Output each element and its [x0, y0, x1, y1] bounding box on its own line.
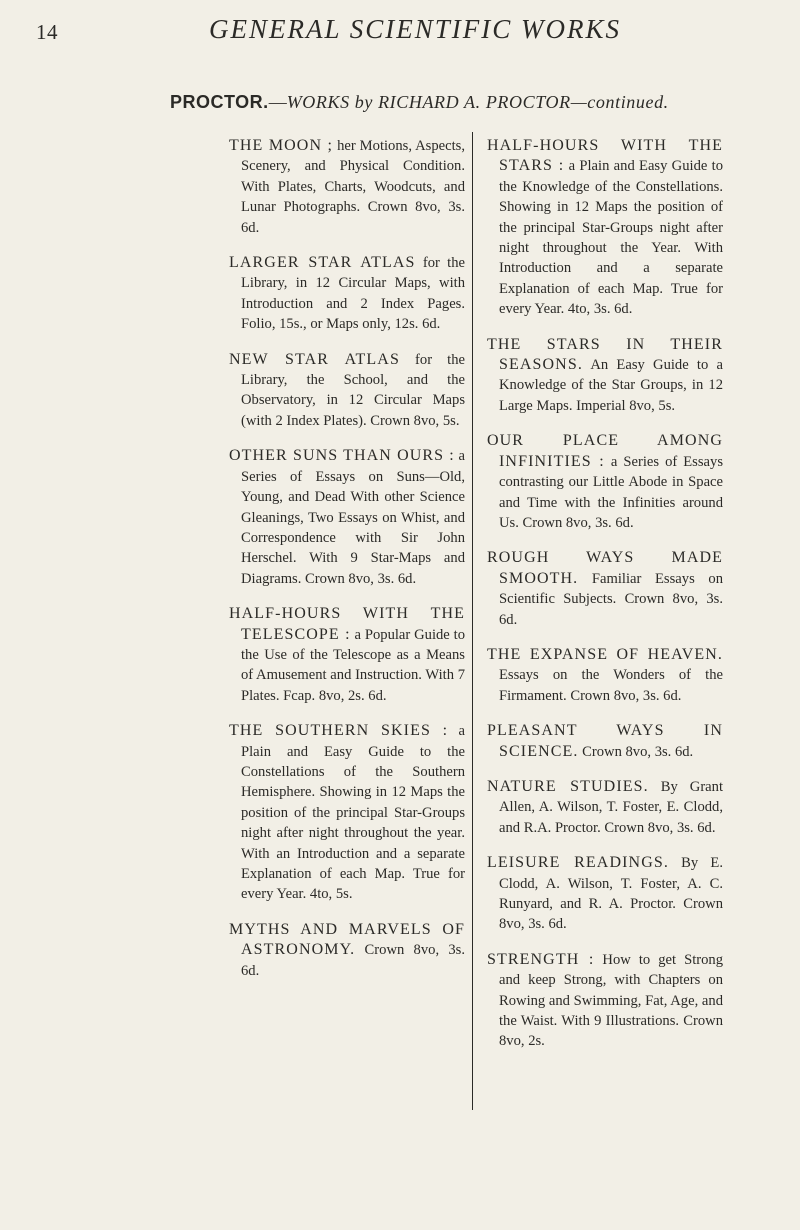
catalogue-entry — [229, 350, 465, 432]
section-author: PROCTOR. — [170, 92, 269, 112]
entry-title: LARGER STAR ATLAS — [229, 254, 416, 272]
entry-description: An Easy Guide to a Knowledge of the Star Groups, in 12 Large Maps. Imperial 8vo, 5s. — [499, 357, 723, 414]
entry-title: ROUGH WAYS MADE SMOOTH. — [487, 549, 723, 587]
catalogue-entry — [487, 335, 723, 417]
entry-description: Crown 8vo, 3s. 6d. — [241, 942, 465, 979]
entry-title: THE STARS IN THEIR SEASONS. — [487, 335, 723, 374]
entry-title: STRENGTH : — [487, 950, 595, 968]
catalogue-entry — [487, 853, 723, 935]
entry-description: How to get Strong and keep Strong, with Chapters on Rowing and Swimming, Fat, Age, and the Waist. With 9 Illustrations. Crown 8vo, 2s. — [499, 951, 723, 1050]
entry-description: a Series of Essays on Suns—Old, Young, and Dead With other Science Gleanings, Two Essays on Whist, and Correspondence with Sir John Herschel. With 9 Star-Maps and Diagrams. Crown 8vo, 3s. 6d. — [241, 448, 465, 587]
entry-title: OTHER SUNS THAN OURS : — [229, 447, 455, 465]
catalogue-entry — [487, 136, 723, 320]
catalogue-entry — [487, 721, 723, 762]
entry-description: By E. Clodd, A. Wilson, T. Foster, A. C. Runyard, and R. A. Proctor. Crown 8vo, 3s. 6d. — [499, 855, 723, 933]
entry-description: a Popular Guide to the Use of the Telescope as a Means of Amusement and Instruction. With 7 Plates. Fcap. 8vo, 2s. 6d. — [241, 626, 465, 704]
page-number: 14 — [36, 20, 58, 44]
catalogue-entry — [229, 604, 465, 706]
entry-description: for the Library, in 12 Circular Maps, with Introduction and 2 Index Pages. Folio, 15s., or Maps only, 12s. 6d. — [241, 255, 465, 333]
catalogue-entry — [487, 645, 723, 706]
entry-title: PLEASANT WAYS IN SCIENCE. — [487, 722, 723, 760]
catalogue-entry — [487, 431, 723, 533]
entry-description: a Plain and Easy Guide to the Constellations of the Southern Hemisphere. Showing in 12 Maps the position of the principal Star-Groups night after night throughout the year. With an Introduction and a separate Explanation of each Map. True for every Year. 4to, 5s. — [241, 723, 465, 903]
entry-description: Familiar Essays on Scientific Subjects. Crown 8vo, 3s. 6d. — [499, 570, 723, 628]
catalogue-entry — [229, 136, 465, 238]
left-column — [229, 136, 465, 996]
catalogue-entry — [487, 777, 723, 838]
entry-description: for the Library, the School, and the Observatory, in 12 Circular Maps (with 2 Index Plates). Crown 8vo, 5s. — [241, 351, 465, 429]
catalogue-entry — [229, 920, 465, 981]
section-subtitle: WORKS by RICHARD A. PROCTOR—continued. — [286, 92, 669, 112]
section-dash: — — [268, 92, 287, 112]
catalogue-entry — [229, 253, 465, 335]
entry-description: her Motions, Aspects, Scenery, and Physical Condition. With Plates, Charts, Woodcuts, and Lunar Photographs. Crown 8vo, 3s. 6d. — [241, 138, 465, 236]
catalogue-entry — [229, 721, 465, 905]
column-divider — [472, 132, 473, 1110]
entry-title: OUR PLACE AMONG INFINITIES : — [487, 432, 723, 470]
entry-description: By Grant Allen, A. Wilson, T. Foster, E. Clodd, and R.A. Proctor. Crown 8vo, 3s. 6d. — [499, 778, 724, 836]
entry-title: THE EXPANSE OF HEAVEN. — [487, 645, 723, 663]
running-head: GENERAL SCIENTIFIC WORKS — [209, 14, 621, 44]
right-column — [487, 136, 723, 1067]
catalogue-entry — [229, 446, 465, 589]
entry-title: NATURE STUDIES. — [487, 777, 649, 795]
catalogue-entry — [487, 950, 723, 1052]
entry-title: MYTHS AND MARVELS OF ASTRONOMY. — [229, 920, 465, 959]
entry-description: Essays on the Wonders of the Firmament. Crown 8vo, 3s. 6d. — [499, 667, 723, 704]
entry-title: LEISURE READINGS. — [487, 854, 669, 872]
entry-description: a Series of Essays contrasting our Little Abode in Space and Time with the Infinities around Us. Crown 8vo, 3s. 6d. — [499, 453, 723, 531]
section-header — [170, 92, 780, 113]
entry-description: a Plain and Easy Guide to the Knowledge of the Constellations. Showing in 12 Maps the position of the principal Star-Groups night after night throughout the Year. With Introduction and a separate Explanation of each Map. True for every Year. 4to, 3s. 6d. — [499, 158, 723, 318]
catalogue-entry — [487, 548, 723, 630]
entry-title: THE SOUTHERN SKIES : — [229, 722, 449, 740]
entry-description: Crown 8vo, 3s. 6d. — [578, 743, 694, 760]
entry-title: HALF-HOURS WITH THE TELESCOPE : — [229, 605, 465, 643]
entry-title: THE MOON ; — [229, 137, 334, 154]
entry-title: HALF-HOURS WITH THE STARS : — [487, 137, 723, 175]
entry-title: NEW STAR ATLAS — [229, 350, 400, 368]
